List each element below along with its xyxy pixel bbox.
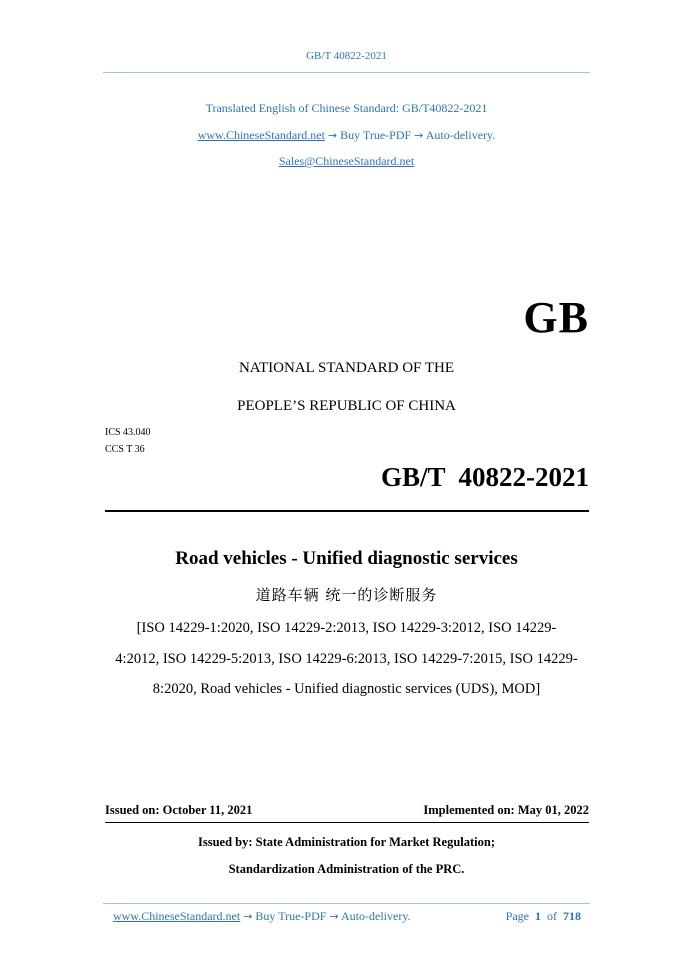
title-chinese: 道路车辆 统一的诊断服务 — [255, 586, 438, 604]
arrow-right-icon: → — [243, 910, 253, 923]
footer-auto-delivery-text: Auto-delivery. — [341, 909, 411, 923]
site-link[interactable]: www.ChineseStandard.net — [197, 128, 325, 142]
translation-notice-text: Translated English of Chinese Standard: GB/T40822-2021 — [205, 101, 488, 115]
issuer-line1: Issued by: State Administration for Market Regulation; — [198, 835, 495, 849]
buy-true-pdf-text: Buy True-PDF — [340, 128, 412, 142]
running-header — [0, 50, 693, 62]
of-label: of — [547, 909, 557, 923]
ics-code: ICS 43.040 — [105, 427, 151, 438]
page-label: Page — [505, 909, 529, 923]
translation-notice-links — [0, 128, 693, 143]
iso-reference-line2: 4:2012, ISO 14229-5:2013, ISO 14229-6:2013, ISO 14229-7:2015, ISO 14229- — [115, 651, 578, 667]
arrow-right-icon: → — [329, 910, 339, 923]
footer-site-link[interactable]: www.ChineseStandard.net — [113, 909, 241, 923]
dates-rule — [105, 822, 589, 823]
auto-delivery-text: Auto-delivery. — [425, 128, 496, 142]
running-title: GB/T 40822-2021 — [306, 50, 387, 62]
issuer-line2: Standardization Administration of the PRC. — [228, 862, 465, 876]
implemented-date: Implemented on: May 01, 2022 — [423, 803, 589, 817]
standard-number: GB/T 40822-2021 — [380, 462, 589, 492]
email-line — [0, 154, 693, 169]
header-rule — [103, 72, 590, 73]
gb-logo: GB — [523, 293, 589, 342]
issued-date: Issued on: October 11, 2021 — [105, 803, 253, 817]
page-number: 1 — [535, 909, 541, 923]
title-english: Road vehicles - Unified diagnostic services — [175, 548, 518, 569]
sales-email-link[interactable]: Sales@ChineseStandard.net — [278, 154, 415, 168]
iso-reference-line1: [ISO 14229-1:2020, ISO 14229-2:2013, ISO 14229-3:2012, ISO 14229- — [136, 620, 557, 636]
page-total: 718 — [563, 909, 581, 923]
footer-buy-true-pdf-text: Buy True-PDF — [255, 909, 327, 923]
national-standard-line2: PEOPLE’S REPUBLIC OF CHINA — [237, 398, 456, 414]
standard-number-rule — [105, 510, 589, 512]
ccs-code: CCS T 36 — [105, 444, 145, 455]
arrow-right-icon: → — [327, 129, 338, 142]
translation-notice-line — [0, 101, 693, 116]
footer-rule — [103, 903, 590, 904]
national-standard-line1: NATIONAL STANDARD OF THE — [238, 360, 455, 376]
page-indicator — [506, 909, 581, 924]
arrow-right-icon: → — [414, 129, 424, 142]
iso-reference-line3: 8:2020, Road vehicles - Unified diagnostic services (UDS), MOD] — [152, 681, 541, 697]
footer-links — [113, 909, 411, 924]
